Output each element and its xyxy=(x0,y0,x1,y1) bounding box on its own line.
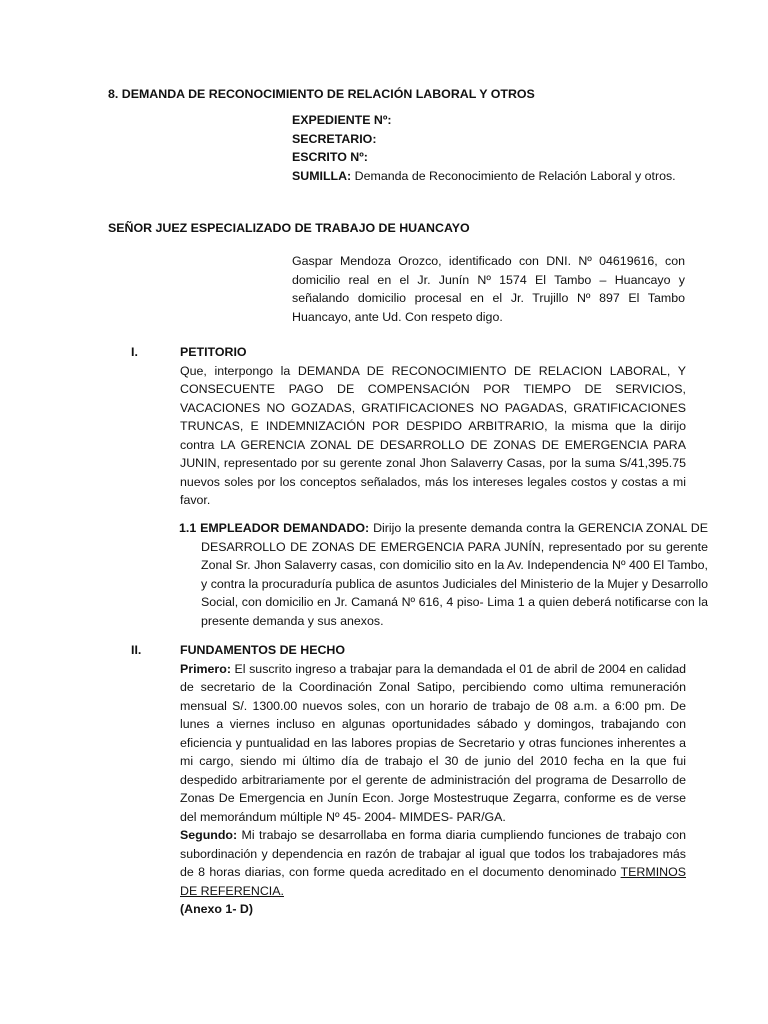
primero-label: Primero: xyxy=(180,661,231,676)
section-2-primero xyxy=(180,660,686,827)
subsection-1-1-text: Dirijo la presente demanda contra la GERENCIA ZONAL DE DESARROLLO DE ZONAS DE EMERGENCIA PARA JUNÍN, representado por su gerente Zonal Sr. Jhon Salaverry casas, con domicilio sito en la Av. Independencia Nº 400 El Tambo, y contra la procuraduría publica de asuntos Judiciales del Ministerio de la Mujer y Desarrollo Social, con domicilio en Jr. Camaná Nº 616, 4 piso- Lima 1 a quien deberá notificarse con la presente demanda y sus anexos. xyxy=(201,521,708,628)
case-header xyxy=(292,111,685,185)
section-2-heading: FUNDAMENTOS DE HECHO xyxy=(180,643,345,657)
annex-reference: (Anexo 1- D) xyxy=(180,902,253,916)
sumilla-line xyxy=(292,167,685,186)
subsection-1-1-label: 1.1 EMPLEADOR DEMANDADO: xyxy=(179,521,370,535)
secretario-label: SECRETARIO: xyxy=(292,131,377,146)
escrito-label: ESCRITO Nº: xyxy=(292,150,368,164)
expediente-label: EXPEDIENTE Nº: xyxy=(292,113,392,127)
section-2-fundamentos xyxy=(180,641,686,919)
document-title: 8. DEMANDA DE RECONOCIMIENTO DE RELACIÓN LABORAL Y OTROS xyxy=(108,87,535,101)
section-1-body: Que, interpongo la DEMANDA DE RECONOCIMIENTO DE RELACION LABORAL, Y CONSECUENTE PAGO DE COMPENSACIÓN POR TIEMPO DE SERVICIOS, VACACIONES NO GOZADAS, GRATIFICACIONES NO PAGADAS, GRATIFICACIONES TRUNCAS, E INDEMNIZACIÓN POR DESPIDO ARBITRARIO, la misma que la dirijo contra LA GERENCIA ZONAL DE DESARROLLO DE ZONAS DE EMERGENCIA PARA JUNIN, representado por su gerente zonal Jhon Salaverry Casas, por la suma S/41,395.75 nuevos soles por los conceptos señalados, más los intereses legales costos y costas a mi favor. xyxy=(180,363,686,507)
terminos-referencia-text: TERMINOS DE REFERENCIA. xyxy=(180,865,686,898)
section-1-petitorio xyxy=(180,343,686,510)
section-2-segundo xyxy=(180,826,686,900)
section-2-number: II. xyxy=(131,643,142,657)
subsection-1-1 xyxy=(179,519,708,630)
section-1-heading: PETITORIO xyxy=(180,345,247,359)
sumilla-label: SUMILLA: xyxy=(292,168,352,183)
intro-paragraph: Gaspar Mendoza Orozco, identificado con DNI. Nº 04619616, con domicilio real en el Jr. Junín Nº 1574 El Tambo – Huancayo y señalando domicilio procesal en el Jr. Trujillo Nº 897 El Tambo Huancayo, ante Ud. Con respeto digo. xyxy=(292,254,685,324)
primero-text: El suscrito ingreso a trabajar para la demandada el 01 de abril de 2004 en calidad de secretario de la Coordinación Zonal Satipo, percibiendo como ultima remuneración mensual S/. 1300.00 nuevos soles, con un horario de trabajo de 08 a.m. a 6:00 pm. De lunes a viernes incluso en algunas oportunidades sábado y domingos, trabajando con eficiencia y puntualidad en las labores propias de Secretario y otras funciones inherentes a mi cargo, siendo mi último día de trabajo el 30 de junio del 2010 fecha en la que fui despedido arbitrariamente por el gerente de administración del programa de Desarrollo de Zonas De Emergencia en Junín Econ. Jorge Mostestruque Zegarra, conforme es de verse del memorándum múltiple Nº 45- 2004- MIMDES- PAR/GA. xyxy=(180,661,686,824)
segundo-text: Mi trabajo se desarrollaba en forma diaria cumpliendo funciones de trabajo con subordinación y dependencia en razón de trabajar al igual que todos los trabajadores más de 8 horas diarias, con forme queda acreditado en el documento denominado xyxy=(180,828,686,879)
addressee: SEÑOR JUEZ ESPECIALIZADO DE TRABAJO DE HUANCAYO xyxy=(108,221,470,235)
sumilla-text: Demanda de Reconocimiento de Relación Laboral y otros. xyxy=(354,168,676,183)
segundo-label: Segundo: xyxy=(180,828,238,842)
section-1-number: I. xyxy=(131,345,138,359)
